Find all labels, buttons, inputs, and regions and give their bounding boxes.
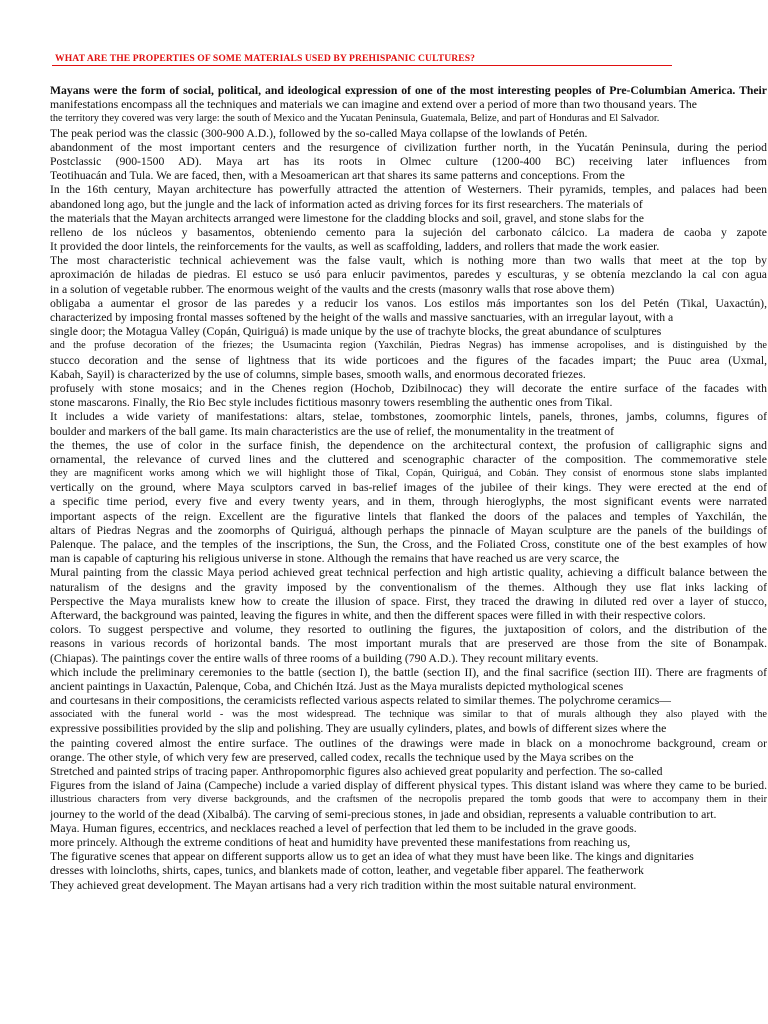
text-line: important aspects of the reign. Excellent are the figurative lintels that flanked the doors of the palaces and temples of Yaxchilán, the (50, 509, 767, 523)
text-line: vertically on the ground, where Maya sculptors carved in bas-relief images of the jubilee of their kings. They were erected at the end of (50, 481, 767, 495)
text-line: abandonment of the most important centers and the resurgence of civilization further north, in the Yucatán Peninsula, during the period (50, 140, 767, 154)
text-line: Postclassic (900-1500 AD). Maya art has its roots in Olmec culture (1200-400 BC) receiving later influences from (50, 154, 767, 168)
title-underline (52, 65, 672, 66)
text-line: more princely. Although the extreme conditions of heat and humidity have prevented these manifestations from reaching us, (50, 835, 631, 849)
text-line: In the 16th century, Mayan architecture has powerfully attracted the attention of Westerners. Their pyramids, temples, and palaces had been (50, 183, 767, 197)
text-line: aproximación de hiladas de piedras. El estuco se usó para enlucir pavimentos, paredes y esculturas, y se obtenía mezclando la cal con agua (50, 268, 767, 282)
text-line: The peak period was the classic (300-900 A.D.), followed by the so-called Maya collapse of the lowlands of Petén. (50, 126, 588, 140)
text-line: It provided the door lintels, the reinforcements for the vaults, as well as scaffolding, ladders, and rollers that made the work easier. (50, 240, 660, 254)
text-line: It includes a wide variety of manifestations: altars, stelae, tombstones, zoomorphic lintels, panels, thrones, jambs, columns, figures of (50, 410, 767, 424)
text-line: Stretched and painted strips of tracing paper. Anthropomorphic figures also achieved great popularity and perfection. The so-called (50, 765, 663, 778)
text-line: stucco decoration and the sense of lightness that its wide porticoes and the figures of the facades impart; the Puuc area (Uxmal, (50, 353, 767, 367)
text-line: Mayans were the form of social, political, and ideological expression of one of the most interesting peoples of Pre-Columbian America. Their (50, 84, 767, 97)
text-line: (Chiapas). The paintings cover the entire walls of three rooms of a building (790 A.D.). They recount military events. (50, 651, 599, 665)
text-line: ancient paintings in Uaxactún, Palenque, Coba, and Chichén Itzá. Just as the Maya muralists depicted mythological scenes (50, 679, 624, 693)
text-line: The most characteristic technical achievement was the false vault, which is nothing more than two walls that meet at the top by (50, 254, 767, 268)
text-line: single door; the Motagua Valley (Copán, Quiriguá) is made unique by the use of trachyte blocks, the great abundance of sculptures (50, 325, 662, 339)
text-line: Perspective the Maya muralists knew how to create the illusion of space. First, they traced the drawing in diluted red over a layer of stucco, (50, 594, 767, 608)
text-line: stone mascarons. Finally, the Rio Bec style includes fictitious masonry towers resembling the authentic ones from Tikal. (50, 396, 613, 410)
text-line: the territory they covered was very large: the south of Mexico and the Yucatan Peninsula, Guatemala, Belize, and part of Honduras and El Salvador. (50, 113, 660, 125)
text-line: illustrious characters from very diverse backgrounds, and the craftsmen of the necropolis prepared the tomb goods that were to accompany them in their (50, 794, 767, 806)
text-line: orange. The other style, of which very few are preserved, called codex, recalls the technique used by the Maya scribes on the (50, 750, 634, 764)
text-line: manifestations encompass all the techniques and materials we can imagine and extend over a period of more than two thousand years. The (50, 98, 697, 112)
text-line: relleno de los núcleos y basamentos, obteniendo cemento para la sujeción del carbonato cálcico. La madera de caoba y zapote (50, 225, 767, 239)
text-line: man is capable of capturing his religious universe in stone. Although the remains that have reached us are very scarce, the (50, 552, 620, 566)
text-line: Figures from the island of Jaina (Campeche) include a varied display of different physical types. This distant island was where they came to be buried. (50, 779, 767, 793)
text-line: dresses with loincloths, shirts, capes, tunics, and blankets made of cotton, leather, and vegetable fiber apparel. The featherwork (50, 864, 644, 878)
text-line: The figurative scenes that appear on different supports allow us to get an idea of what they must have been like. The kings and dignitaries (50, 850, 694, 864)
text-line: journey to the world of the dead (Xibalbá). The carving of semi-precious stones, in jade and obsidian, represents a valuable contribution to art. (50, 807, 717, 821)
text-line: profusely with stone mosaics; and in the Chenes region (Hochob, Dzibilnocac) they will decorate the entire surface of the facades with (50, 381, 767, 395)
text-line: and the profuse decoration of the friezes; the Usumacinta region (Yaxchilán, Piedras Negras) has immense acropolises, and is distinguished by the (50, 340, 767, 352)
text-line: associated with the funeral world - was the most widespread. The technique was similar to that of murals although they also played with the (50, 709, 767, 721)
text-line: which include the preliminary ceremonies to the battle (section I), the battle (section II), and the final sacrifice (section III). There are fragments of (50, 665, 767, 679)
text-line: they are magnificent works among which we will highlight those of Tikal, Copán, Quiriguá, and Cobán. They consist of enormous stone slabs implanted (50, 468, 767, 480)
text-line: altars of Piedras Negras and the zoomorphs of Quiriguá, although perhaps the pinnacle of Mayan sculpture are the panels of the buildings of (50, 523, 767, 537)
text-line: the painting covered almost the entire surface. The outlines of the drawings were made in black on a monochrome background, cream or (50, 736, 767, 750)
text-line: Palenque. The palace, and the temples of the inscriptions, the Sun, the Cross, and the Foliated Cross, constitute one of the best examples of how (50, 538, 767, 551)
text-line: colors. To suggest perspective and volume, they resorted to outlining the figures, the juxtaposition of colors, and the distribution of the (50, 623, 767, 637)
text-line: obligaba a aumentar el grosor de las paredes y a reducir los vanos. Los estilos más importantes son los del Petén (Tikal, Uaxactún), (50, 296, 767, 310)
text-line: Mural painting from the classic Maya period achieved great technical perfection and high artistic quality, achieving a difficult balance between the (50, 566, 767, 580)
text-line: the materials that the Mayan architects arranged were limestone for the cladding blocks and soil, gravel, and stone slabs for the (50, 211, 644, 225)
text-line: the themes, the use of color in the surface finish, the dependence on the architectural context, the profusion of calligraphic signs and (50, 438, 767, 452)
text-line: Afterward, the background was painted, leaving the figures in white, and then the different spaces were filled in with their respective colors. (50, 608, 706, 622)
text-line: They achieved great development. The Mayan artisans had a very rich tradition within the most suitable natural environment. (50, 878, 637, 892)
text-line: characterized by imposing frontal masses softened by the height of the walls and massive sanctuaries, with an irregular layout, with a (50, 311, 674, 324)
text-line: expressive possibilities provided by the slip and polishing. They are usually cylinders, plates, and bowls of different sizes where the (50, 722, 667, 736)
text-line: Maya. Human figures, eccentrics, and necklaces reached a level of perfection that led them to be included in the grave goods. (50, 821, 637, 835)
text-line: in a solution of vegetable rubber. The enormous weight of the vaults and the crests (masonry walls that rose above them) (50, 282, 615, 296)
text-line: and courtesans in their compositions, the ceramicists reflected various aspects related to similar themes. The polychrome ceramics— (50, 694, 671, 708)
text-line: a specific time period, every five and every twenty years, and in them, through hieroglyphs, the most significant events were narrated (50, 495, 767, 509)
text-line: ornamental, the relevance of curved lines and the cluttered and scenographic character of the composition. The commemorative stele (50, 452, 767, 466)
text-line: reasons in various records of horizontal bands. The most important murals that are preserved are those from the site of Bonampak. (50, 637, 767, 651)
text-line: Kabah, Sayil) is characterized by the use of columns, simple bases, smooth walls, and enormous decorated friezes. (50, 367, 586, 381)
text-line: naturalism of the designs and the gravity imposed by the conventionalism of the themes. Although they use flat inks lacking of (50, 580, 767, 594)
document-title: WHAT ARE THE PROPERTIES OF SOME MATERIALS USED BY PREHISPANIC CULTURES? (55, 53, 476, 64)
document-body (50, 84, 767, 893)
text-line: Teotihuacán and Tula. We are faced, then, with a Mesoamerican art that shares its same patterns and conceptions. From the (50, 169, 625, 183)
text-line: boulder and markers of the ball game. Its main characteristics are the use of relief, the monumentality in the treatment of (50, 424, 615, 438)
text-line: abandoned long ago, but the jungle and the lack of information acted as driving forces for its first researchers. The materials of (50, 197, 643, 211)
